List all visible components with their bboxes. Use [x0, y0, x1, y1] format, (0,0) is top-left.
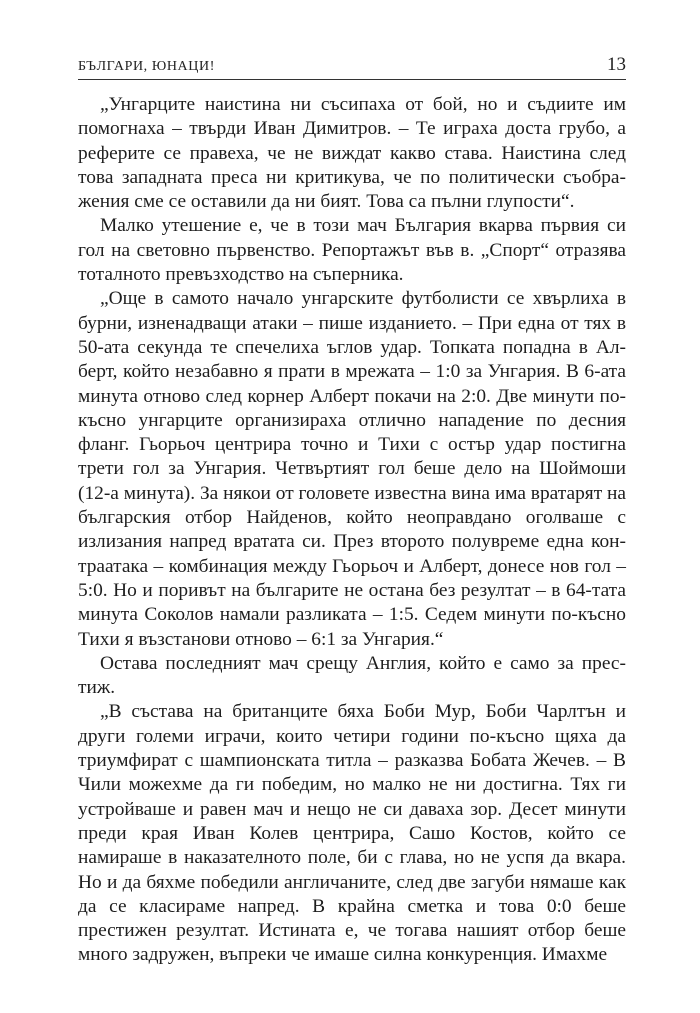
paragraph-5: „В състава на британците бяха Боби Мур, Боби Чарлтън и други големи играчи, които четири години по-късно щяха да триумфират с шампионската титла – разказва Бобата Жечев. – В Чили можехме да ги победим, но малко не ни достигна. Тях ги устройваше и равен мач и нещо не си даваха зор. Десет минути преди края Иван Колев центрира, Сашо Костов, който се намираше в наказателното поле, би с глава, но не успя да вкара. Но и да бяхме победили англичаните, след две загуби нямаше как да се класираме напред. В крайна сметка и това 0:0 беше престижен резултат. Истината е, че тогава нашият отбор беше много задружен, въпреки че имаше силна конкуренция. Имахме — [78, 701, 626, 966]
paragraph-4: Остава последният мач срещу Англия, който е само за престиж. — [78, 652, 626, 699]
header-rule — [78, 79, 626, 80]
running-title: БЪЛГАРИ, ЮНАЦИ! — [78, 59, 215, 74]
paragraph-3: „Още в самото начало унгарските футболисти се хвърлиха в бурни, изненадващи атаки – пише изданието. – При една от тях в 50-ата секунда те спечелиха ъглов удар. Топката попадна в Алберт, който незабавно я прати в мрежата – 1:0 за Унгария. В 6-ата минута отново след корнер Алберт покачи на 2:0. Две минути по-късно унгарците организираха отлично нападение по десния фланг. Гьорьоч центрира точно и Тихи с остър удар постигна трети гол за Унгария. Четвъртият гол беше дело на Шоймоши (12-а минута). За някои от головете известна вина има вратарят на българския отбор Найденов, който неоправдано оголваше с излизания напред вратата си. През второто полувреме една контраатака – комбинация между Гьорьоч и Алберт, донесе нов гол – 5:0. Но и поривът на българите не остана без резултат – в 64-тата минута Соколов намали разликата – 1:5. Седем минути по-късно Тихи я възстанови отново – 6:1 за Унгария.“ — [78, 288, 626, 650]
body-text — [78, 93, 626, 968]
page-number: 13 — [607, 54, 626, 75]
running-header — [78, 52, 626, 82]
paragraph-2: Малко утешение е, че в този мач България вкарва първия си гол на световно първенство. Репортажът във в. „Спорт“ отразява тоталното превъзходство на съперника. — [78, 215, 626, 286]
book-page — [78, 52, 626, 968]
paragraph-1: „Унгарците наистина ни съсипаха от бой, но и съдиите им помогнаха – твърди Иван Димитров. – Те играха доста грубо, а реферите се правеха, че не виждат какво става. Наистина след това западната преса ни критикува, че по политически съображения сме се оставили да ни бият. Това са пълни глупости“. — [78, 94, 626, 213]
